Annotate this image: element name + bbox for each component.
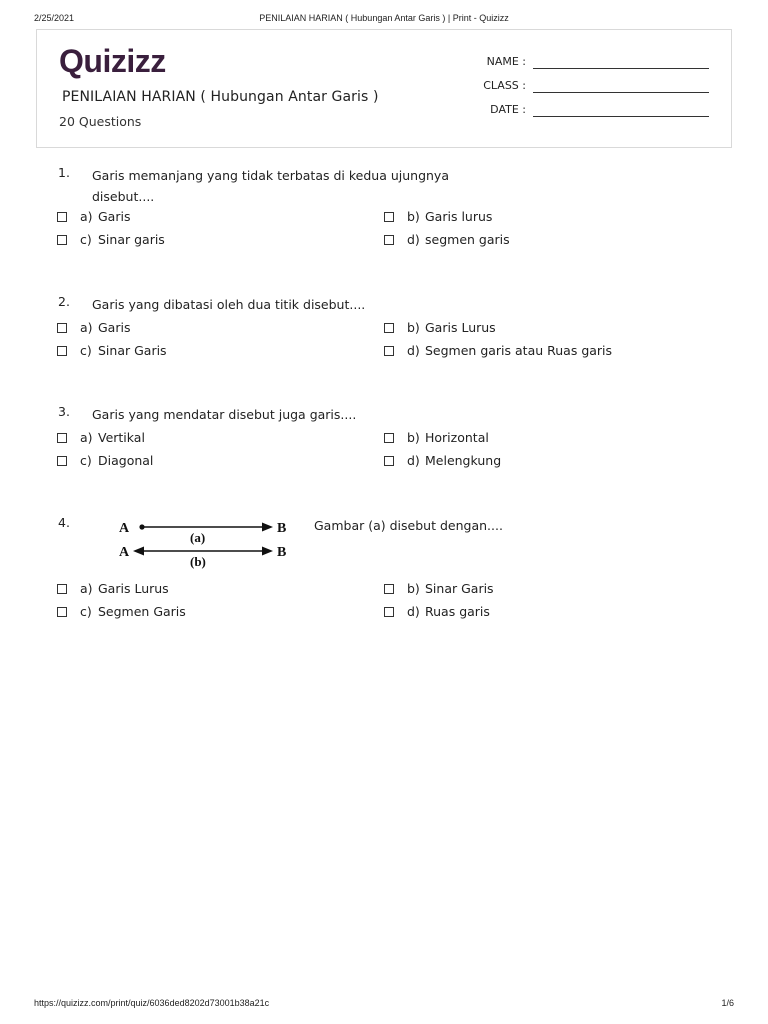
print-footer [34, 998, 734, 1010]
label-a: (a) [190, 530, 206, 545]
arrowhead-a [262, 523, 273, 532]
checkbox[interactable] [384, 433, 394, 443]
option-text: Melengkung [425, 453, 502, 468]
name-label: NAME : [486, 55, 526, 68]
print-date: 2/25/2021 [34, 13, 75, 23]
line-ray-figure [113, 515, 298, 571]
option-letter: c) [80, 604, 92, 619]
option-text: Diagonal [98, 453, 154, 468]
option-text: Garis Lurus [425, 320, 496, 335]
option-text: Sinar Garis [425, 581, 494, 596]
option-text: Sinar garis [98, 232, 165, 247]
option-letter: d) [407, 232, 420, 247]
option-letter: a) [80, 430, 93, 445]
checkbox[interactable] [57, 346, 67, 356]
option-letter: a) [80, 581, 93, 596]
page-number: 1/6 [721, 998, 734, 1008]
checkbox[interactable] [57, 212, 67, 222]
quiz-title: PENILAIAN HARIAN ( Hubungan Antar Garis ) [62, 89, 379, 105]
checkbox[interactable] [384, 607, 394, 617]
option-letter: b) [407, 320, 420, 335]
option-letter: d) [407, 343, 420, 358]
checkbox[interactable] [384, 346, 394, 356]
checkbox[interactable] [57, 323, 67, 333]
option-letter: c) [80, 232, 92, 247]
question-number: 2. [58, 294, 70, 309]
class-line [533, 92, 709, 93]
option-text: Horizontal [425, 430, 489, 445]
checkbox[interactable] [57, 235, 67, 245]
print-header [34, 13, 734, 25]
option-letter: c) [80, 343, 92, 358]
checkbox[interactable] [384, 212, 394, 222]
date-label: DATE : [490, 103, 526, 116]
question-text: Garis yang dibatasi oleh dua titik disebut.... [92, 297, 366, 312]
question-number: 4. [58, 515, 70, 530]
arrowhead-b-right [262, 547, 273, 556]
option-letter: d) [407, 604, 420, 619]
point-b-label: B [277, 521, 287, 536]
option-text: segmen garis [425, 232, 510, 247]
question-text: Garis memanjang yang tidak terbatas di kedua ujungnya disebut.... [92, 168, 449, 204]
name-line [533, 68, 709, 69]
option-text: Segmen Garis [98, 604, 186, 619]
checkbox[interactable] [384, 235, 394, 245]
option-letter: a) [80, 209, 93, 224]
print-title: PENILAIAN HARIAN ( Hubungan Antar Garis ) | Print - Quizizz [259, 13, 509, 23]
checkbox[interactable] [57, 456, 67, 466]
question-number: 1. [58, 165, 70, 180]
option-text: Vertikal [98, 430, 145, 445]
option-letter: d) [407, 453, 420, 468]
class-label: CLASS : [483, 79, 526, 92]
label-b: (b) [190, 554, 206, 569]
point-b-label-2: B [277, 545, 287, 560]
option-letter: c) [80, 453, 92, 468]
quiz-header [36, 29, 732, 148]
checkbox[interactable] [384, 456, 394, 466]
question-text: Garis yang mendatar disebut juga garis.... [92, 407, 357, 422]
option-letter: b) [407, 209, 420, 224]
option-text: Garis Lurus [98, 581, 169, 596]
point-a-label: A [119, 521, 130, 536]
option-text: Ruas garis [425, 604, 490, 619]
checkbox[interactable] [57, 607, 67, 617]
print-url: https://quizizz.com/print/quiz/6036ded8202d73001b38a21c [34, 998, 270, 1008]
question-number: 3. [58, 404, 70, 419]
checkbox[interactable] [384, 584, 394, 594]
checkbox[interactable] [384, 323, 394, 333]
logo-text: Quizizz [59, 43, 166, 79]
option-letter: b) [407, 430, 420, 445]
question-text: Gambar (a) disebut dengan.... [314, 518, 503, 533]
option-text: Garis lurus [425, 209, 493, 224]
option-text: Sinar Garis [98, 343, 167, 358]
option-text: Garis [98, 320, 131, 335]
checkbox[interactable] [57, 433, 67, 443]
option-text: Garis [98, 209, 131, 224]
point-a-label-2: A [119, 545, 130, 560]
question-count: 20 Questions [59, 114, 142, 129]
date-line [533, 116, 709, 117]
option-letter: b) [407, 581, 420, 596]
quizizz-logo [59, 43, 199, 79]
option-letter: a) [80, 320, 93, 335]
checkbox[interactable] [57, 584, 67, 594]
option-text: Segmen garis atau Ruas garis [425, 343, 613, 358]
